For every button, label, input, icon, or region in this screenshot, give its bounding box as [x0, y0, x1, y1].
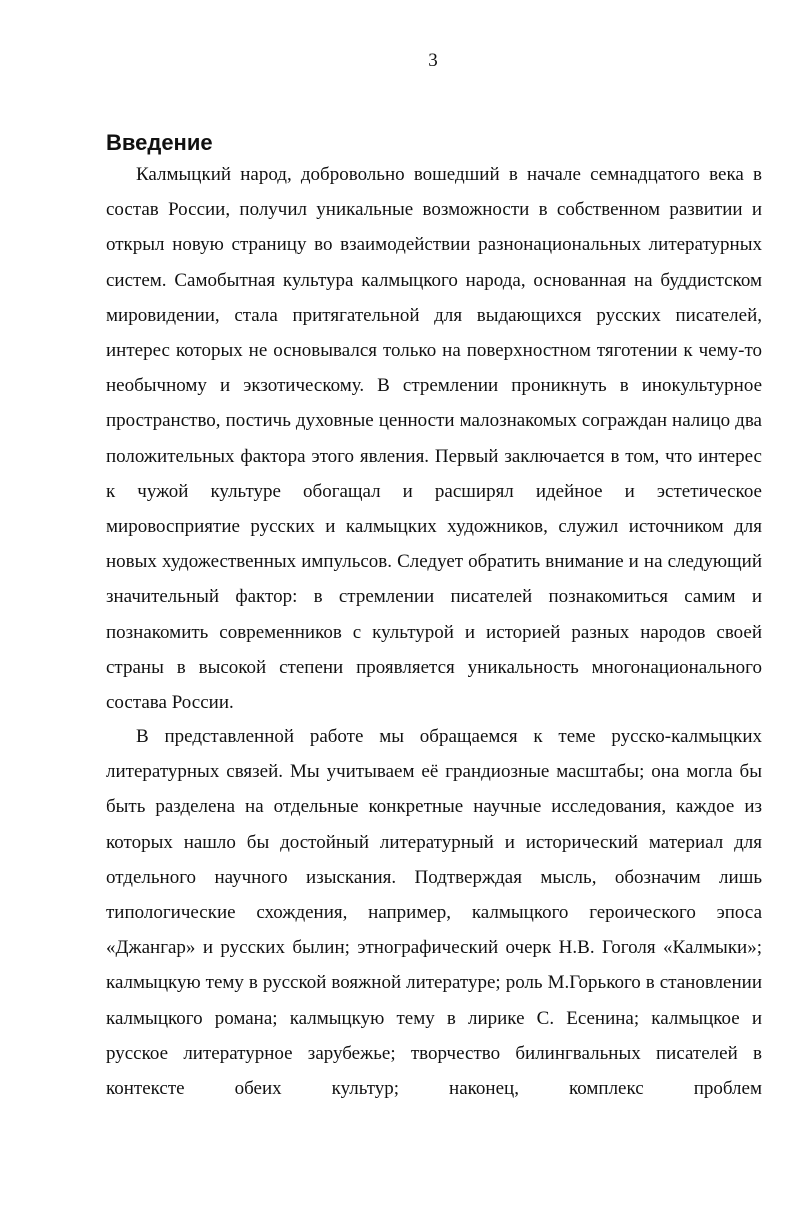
page-number: 3 — [428, 50, 438, 71]
section-heading: Введение — [106, 130, 213, 155]
paragraph-2: В представленной работе мы обращаемся к теме русско-калмыцких литературных связей. Мы учитываем её грандиозные масштабы; она могла бы быть разделена на отдельные конкретные научные исследования, каждое из которых нашло бы достойный литературный и исторический материал для отдельного научного изыскания. Подтверждая мысль, обозначим лишь типологические схождения, например, калмыцкого героического эпоса «Джангар» и русских былин; этнографический очерк Н.В. Гоголя «Калмыки»; калмыцкую тему в русской вояжной литературе; роль М.Горького в становлении калмыцкого романа; калмыцкую тему в лирике С. Есенина; калмыцкое и русское литературное зарубежье; творчество билингвальных писателей в контексте обеих культур; наконец, комплекс проблем — [106, 726, 762, 1100]
paragraph-1: Калмыцкий народ, добровольно вошедший в начале семнадцатого века в состав России, получил уникальные возможности в собственном развитии и открыл новую страницу во взаимодействии разнонациональных литературных систем. Самобытная культура калмыцкого народа, основанная на буддистском мировидении, стала притягательной для выдающихся русских писателей, интерес которых не основывался только на поверхностном тяготении к чему-то необычному и экзотическому. В стремлении проникнуть в инокультурное пространство, постичь духовные ценности малознакомых сограждан налицо два положительных фактора этого явления. Первый заключается в том, что интерес к чужой культуре обогащал и расширял идейное и эстетическое мировосприятие русских и калмыцких художников, служил источником для новых художественных импульсов. Следует обратить внимание и на следующий значительный фактор: в стремлении писателей познакомиться самим и познакомить современников с культурой и историей разных народов своей страны в высокой степени проявляется уникальность многонационального состава России. — [106, 164, 762, 714]
